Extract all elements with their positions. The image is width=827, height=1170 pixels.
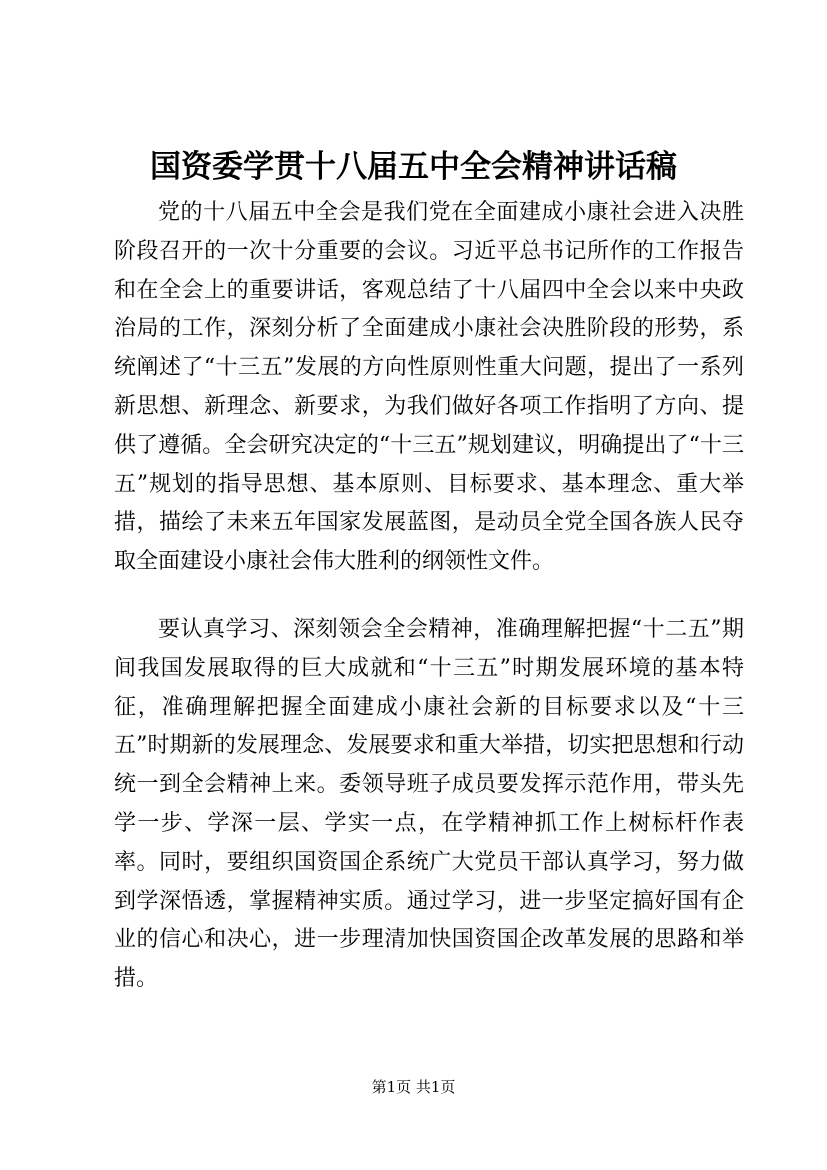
page-footer: 第1页 共1页: [371, 1078, 456, 1096]
body-paragraph-1: 党的十八届五中全会是我们党在全面建成小康社会进入决胜阶段召开的一次十分重要的会议。习近平总书记所作的工作报告和在全会上的重要讲话，客观总结了十八届四中全会以来中央政治局的工作，深刻分析了全面建成小康社会决胜阶段的形势，系统阐述了“十三五”发展的方向性原则性重大问题，提出了一系列新思想、新理念、新要求，为我们做好各项工作指明了方向、提供了遵循。全会研究决定的“十三五”规划建议，明确提出了“十三五”规划的指导思想、基本原则、目标要求、基本理念、重大举措，描绘了未来五年国家发展蓝图，是动员全党全国各族人民夺取全面建设小康社会伟大胜利的纲领性文件。: [114, 200, 744, 575]
document-title: 国资委学贯十八届五中全会精神讲话稿: [150, 149, 677, 185]
body-paragraph-2: 要认真学习、深刻领会全会精神，准确理解把握“十二五”期间我国发展取得的巨大成就和“十三五”时期发展环境的基本特征，准确理解把握全面建成小康社会新的目标要求以及“十三五”时期新的发展理念、发展要求和重大举措，切实把思想和行动统一到全会精神上来。委领导班子成员要发挥示范作用，带头先学一步、学深一层、学实一点，在学精神抓工作上树标杆作表率。同时，要组织国资国企系统广大党员干部认真学习，努力做到学深悟透，掌握精神实质。通过学习，进一步坚定搞好国有企业的信心和决心，进一步理清加快国资国企改革发展的思路和举措。: [114, 617, 744, 992]
